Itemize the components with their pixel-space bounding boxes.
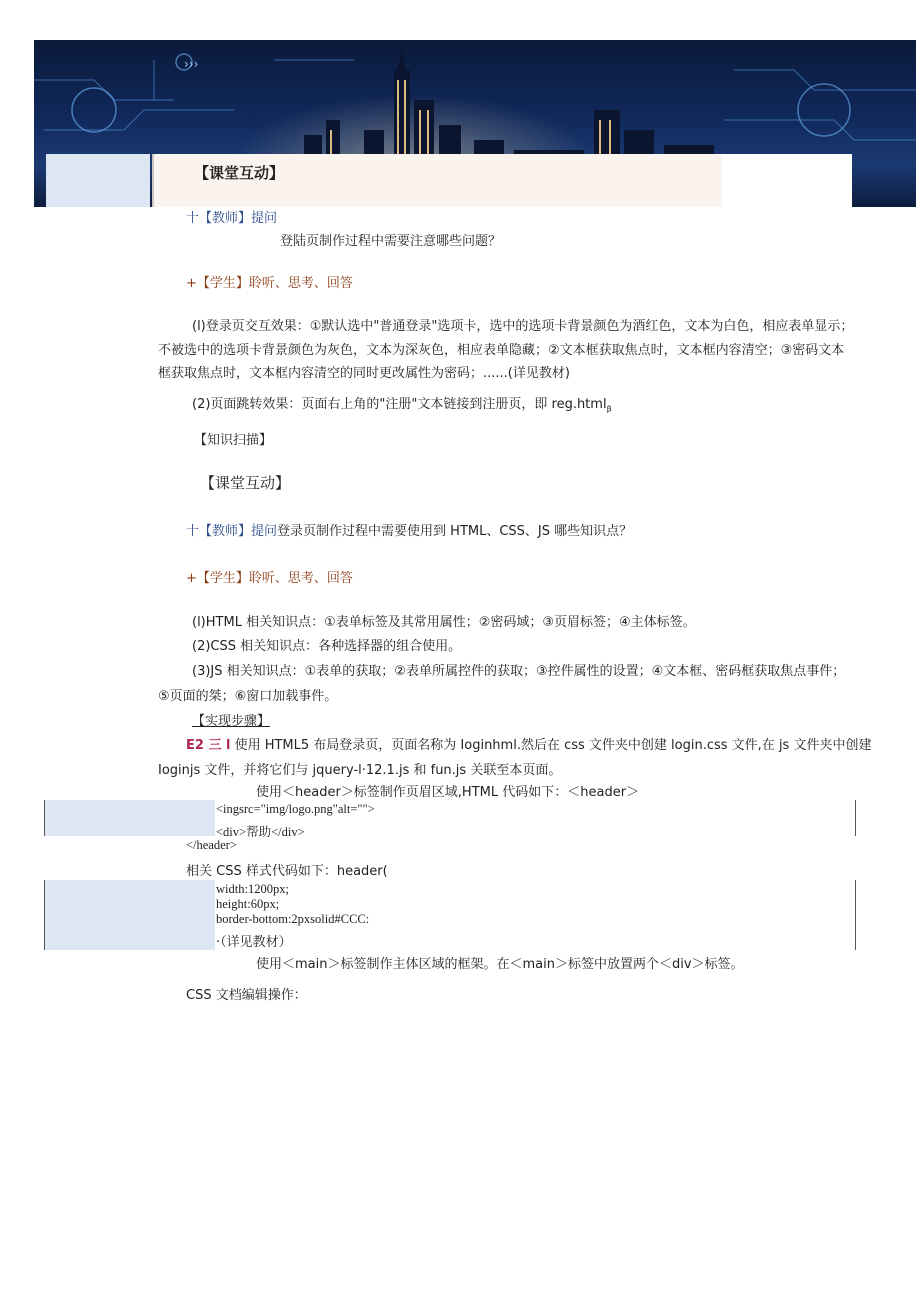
js-knowledge-line2: ⑤页面的桀；⑥窗口加载事件。 [158,689,338,704]
css-knowledge: (2)CSS 相关知识点：各种选择器的组合使用。 [192,639,462,654]
code-line: <div>帮助</div> [216,825,305,839]
interaction-paragraph-line3: 框获取焦点时，文本框内容清空的同时更改属性为密码；......(详见教材) [158,366,570,381]
code-line: </header> [186,838,237,852]
code-block-css [44,880,856,950]
student-response: +【学生】聆听、思考、回答 [186,276,353,291]
interaction-paragraph-line1: (l)登录页交互效果：①默认选中"普通登录"选项卡，选中的选项卡背景颜色为酒红色，文本为白色，相应表单显示； [192,319,854,334]
steps-heading: 【实现步骤】 [192,714,271,729]
css-edit-label: CSS 文档编辑操作： [186,988,307,1003]
step3-text: 使用＜main＞标签制作主体区域的框架。在＜main＞标签中放置两个＜div＞标签。 [256,957,744,972]
ask-label: 提问 [251,524,278,539]
css-intro: 相关 CSS 样式代码如下：header( [186,864,388,879]
code-block-shade [45,800,215,836]
banner-left-panel [46,154,150,207]
svg-text:›››: ››› [184,57,199,71]
interaction-heading: 【课堂互动】 [200,474,291,492]
redirect-subscript: β [606,404,612,414]
step1-line2: Ioginjs 文件，并将它们与 jquery-l·12.1.js 和 fun.js 关联至本页面。 [158,763,562,778]
code-line: <ingsrc="img/logo.png"alt=""> [216,802,375,816]
teacher-prompt-2 [186,523,632,541]
step2-text: 使用＜header＞标签制作页眉区域,HTML 代码如下：＜header＞ [256,785,640,800]
code-line: width:1200px; [216,882,289,896]
code-block-html [44,800,856,836]
banner-right-panel [722,154,852,207]
redirect-paragraph [192,396,612,419]
question-text: 登陆页制作过程中需要注意哪些问题？ [280,234,502,249]
js-knowledge-line1: (3)JS 相关知识点：①表单的获取；②表单所属控件的获取；③控件属性的设置；④文本框、密码框获取焦点事件； [192,664,846,679]
redirect-text: (2)页面跳转效果：页面右上角的"注册"文本链接到注册页，即 reg.html [192,397,607,412]
knowledge-scan-heading: 【知识扫描】 [194,433,273,448]
code-line: border-bottom:2pxsolid#CCC: [216,912,370,926]
teacher-label: 十【教师】 [186,524,252,539]
teacher-question: 登录页制作过程中需要使用到 HTML、CSS、JS 哪些知识点？ [277,524,633,539]
step1-text: 使用 HTML5 布局登录页，页面名称为 Ioginhml.然后在 css 文件夹中创建 login.css 文件,在 js 文件夹中创建 [234,738,872,753]
step-marker: E2 三 l [186,738,231,753]
code-line: height:60px; [216,897,280,911]
code-line: ·（详见教材） [216,935,292,950]
student-response-2: +【学生】聆听、思考、回答 [186,571,353,586]
html-knowledge: (l)HTML 相关知识点：①表单标签及其常用属性；②密码域；③页眉标签；④主体标签。 [192,615,696,630]
interaction-paragraph-line2: 不被选中的选项卡背景颜色为灰色，文本为深灰色，相应表单隐藏；②文本框获取焦点时，文本框内容清空；③密码文本 [158,343,845,358]
code-block-shade [45,880,215,950]
header-banner [34,40,916,207]
banner-title: 【课堂互动】 [194,164,285,182]
teacher-prompt: 十【教师】提问 [186,211,278,226]
banner-title-card [152,154,724,207]
step1-line1 [186,737,871,755]
